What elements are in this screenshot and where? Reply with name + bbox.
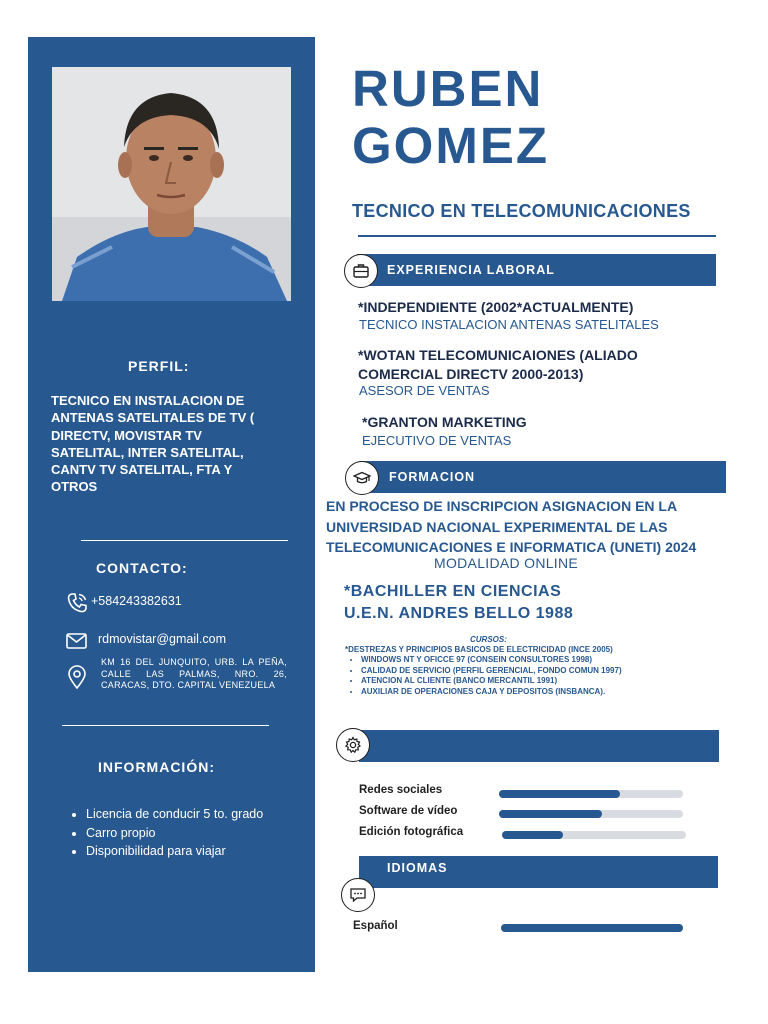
- divider: [358, 235, 716, 237]
- education-modality: MODALIDAD ONLINE: [434, 555, 579, 571]
- profile-text: TECNICO EN INSTALACION DE ANTENAS SATELITALES DE TV ( DIRECTV, MOVISTAR TV SATELITAL, INTER SATELITAL, CANTV TV SATELITAL, FTA Y OTROS: [51, 393, 255, 495]
- skill-bar: [502, 831, 686, 839]
- envelope-icon: [64, 628, 90, 654]
- briefcase-icon: [344, 254, 378, 288]
- graduation-cap-icon: [345, 461, 379, 495]
- email-address: rdmovistar@gmail.com: [98, 632, 226, 646]
- info-list: [62, 805, 326, 861]
- job-title: *WOTAN TELECOMUNICAIONES (ALIADO COMERCIAL DIRECTV 2000-2013): [358, 347, 638, 382]
- skill-bar-fill: [499, 790, 620, 798]
- course-item: • WINDOWS NT Y OFICCE 97 (CONSEIN CONSULTORES 1998): [361, 655, 661, 666]
- job-title: *GRANTON MARKETING: [362, 414, 527, 430]
- skill-label: Software de vídeo: [359, 805, 458, 817]
- location-pin-icon: [64, 664, 90, 690]
- course-item: • CALIDAD DE SERVICIO (PERFIL GERENCIAL, FONDO COMUN 1997): [361, 666, 661, 677]
- contact-phone[interactable]: [64, 590, 182, 616]
- bachiller-line: U.E.N. ANDRES BELLO 1988: [344, 605, 574, 622]
- job-role-text: ASESOR DE VENTAS: [359, 383, 490, 398]
- phone-icon: [64, 590, 90, 616]
- skills-header: [359, 730, 719, 762]
- experience-heading: EXPERIENCIA LABORAL: [387, 263, 555, 277]
- contact-address: [64, 664, 90, 690]
- info-heading: INFORMACIÓN:: [98, 759, 215, 775]
- name-line: RUBEN: [352, 60, 544, 117]
- course-item: • ATENCION AL CLIENTE (BANCO MERCANTIL 1991): [361, 676, 661, 687]
- job-role: TECNICO EN TELECOMUNICACIONES: [352, 201, 691, 221]
- job-title: *INDEPENDIENTE (2002*ACTUALMENTE): [358, 299, 634, 315]
- divider: [81, 540, 288, 541]
- job-role-text: TECNICO INSTALACION ANTENAS SATELITALES: [359, 317, 659, 332]
- divider: [62, 725, 269, 726]
- skill-bar: [499, 810, 683, 818]
- education-main: EN PROCESO DE INSCRIPCION ASIGNACION EN LA UNIVERSIDAD NACIONAL EXPERIMENTAL DE LAS TELECOMUNICACIONES E INFORMATICA (UNETI) 2024: [326, 498, 697, 555]
- experience-header: [357, 254, 716, 286]
- languages-header: [359, 856, 718, 888]
- sidebar: [28, 37, 315, 972]
- education-header: [360, 461, 726, 493]
- job-role-text: EJECUTIVO DE VENTAS: [362, 433, 512, 448]
- education-heading: FORMACION: [389, 470, 476, 484]
- contact-heading: CONTACTO:: [96, 560, 188, 576]
- gear-icon: [336, 728, 370, 762]
- bachiller: [344, 581, 573, 625]
- chat-bubble-icon: [341, 878, 375, 912]
- name-line: GOMEZ: [352, 117, 549, 174]
- language-bar-fill: [501, 924, 683, 932]
- skill-bar: [499, 790, 683, 798]
- courses-list: [345, 655, 661, 697]
- language-label: Español: [353, 920, 398, 932]
- language-bar: [501, 924, 683, 932]
- skill-label: Redes sociales: [359, 784, 443, 796]
- skill-bar-fill: [502, 831, 563, 839]
- info-item: • Licencia de conducir 5 to. grado: [86, 805, 326, 824]
- profile-heading: PERFIL:: [128, 358, 190, 374]
- courses-heading: CURSOS:: [470, 635, 507, 644]
- info-item: • Carro propio: [86, 824, 326, 843]
- bachiller-line: *BACHILLER EN CIENCIAS: [344, 583, 562, 600]
- course-item: *DESTREZAS Y PRINCIPIOS BASICOS DE ELECTRICIDAD (INCE 2005): [345, 645, 613, 654]
- info-item: • Disponibilidad para viajar: [86, 842, 326, 861]
- profile-photo: [52, 67, 291, 301]
- page-title: [352, 60, 549, 174]
- skill-bar-fill: [499, 810, 602, 818]
- languages-heading: IDIOMAS: [387, 861, 448, 875]
- contact-email[interactable]: [64, 628, 226, 654]
- course-item: • AUXILIAR DE OPERACIONES CAJA Y DEPOSITOS (INSBANCA).: [361, 687, 661, 698]
- phone-number: +584243382631: [91, 594, 182, 608]
- address-text: KM 16 DEL JUNQUITO, URB. LA PEÑA, CALLE LAS PALMAS, NRO. 26, CARACAS, DTO. CAPITAL VENEZUELA: [101, 657, 287, 690]
- skill-label: Edición fotográfica: [359, 826, 464, 838]
